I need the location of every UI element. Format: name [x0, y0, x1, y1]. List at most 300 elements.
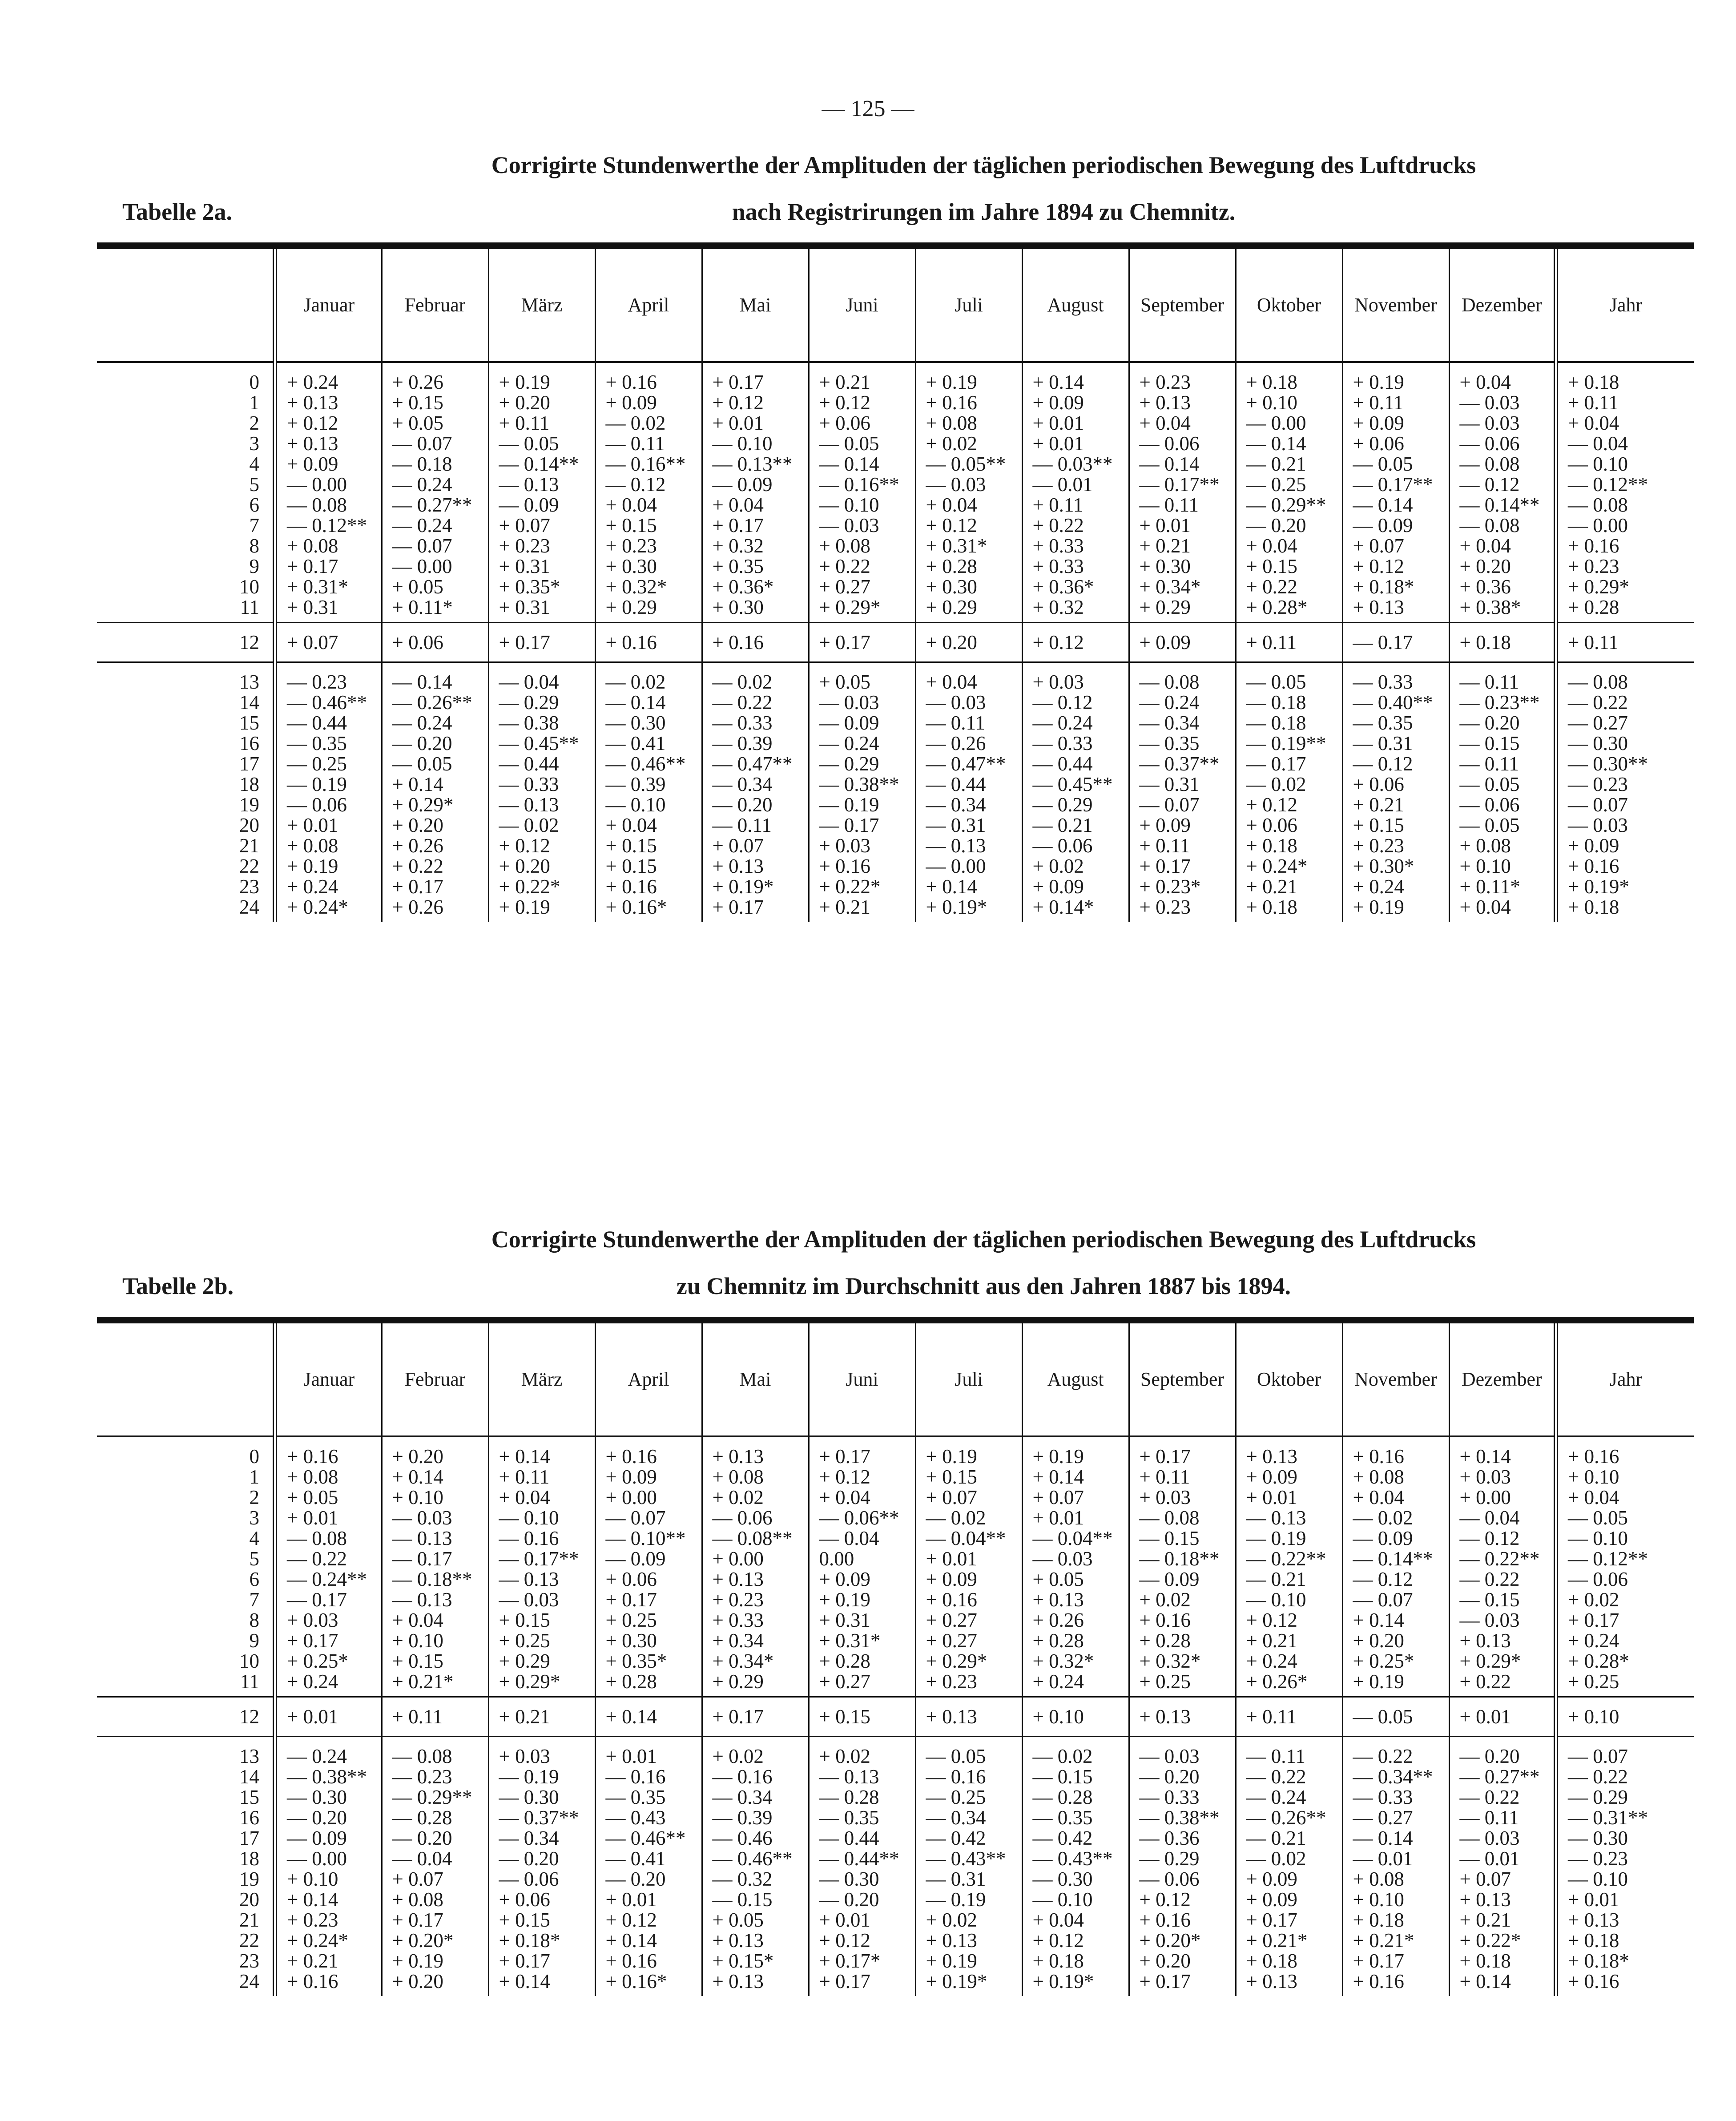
cell-value: + 0.08 — [1459, 835, 1511, 857]
cell-dezember: + 0.01 — [1449, 1697, 1556, 1737]
cell-value: + 0.27 — [819, 576, 870, 598]
cell-juli: + 0.20 — [915, 623, 1022, 662]
cell-value: + 0.29* — [926, 1650, 987, 1672]
cell-value: 9 — [249, 1629, 259, 1652]
cell-value: — 0.20 — [1459, 1745, 1520, 1767]
cell-value: — 0.01 — [1353, 1847, 1413, 1870]
cell-value: + 0.19 — [1353, 896, 1404, 918]
cell-value: — 0.06 — [712, 1507, 773, 1529]
cell-value: + 0.29 — [926, 596, 977, 618]
cell-value: — 0.25 — [1246, 473, 1306, 496]
cell-value: — 0.03 — [926, 691, 986, 714]
cell-value: + 0.14 — [1353, 1609, 1404, 1631]
cell-value: + 0.03 — [1032, 671, 1084, 693]
cell-value: + 0.19 — [926, 1950, 977, 1972]
cell-value: 2 — [249, 1486, 259, 1508]
cell-value: + 0.14 — [926, 875, 977, 898]
cell-juni — [809, 362, 915, 623]
cell-value: — 0.33 — [712, 712, 773, 734]
cell-value: + 0.12 — [819, 1466, 870, 1488]
cell-value: — 0.24 — [819, 732, 879, 754]
cell-value: + 0.04 — [605, 814, 657, 836]
cell-value: — 0.11 — [1459, 753, 1519, 775]
cell-value: + 0.23 — [605, 535, 657, 557]
cell-value: — 0.14** — [1353, 1548, 1433, 1570]
cell-value: + 0.30 — [605, 1629, 657, 1652]
cell-value: — 0.20 — [605, 1868, 666, 1890]
cell-value: + 0.22 — [392, 855, 443, 877]
table-2a-hours-13-24 — [97, 662, 1694, 922]
cell-juli — [915, 362, 1022, 623]
cell-value: + 0.15 — [499, 1609, 550, 1631]
cell-value: + 0.28 — [1568, 596, 1619, 618]
cell-value: + 0.29* — [499, 1670, 560, 1693]
table-2a-header-row — [97, 249, 1694, 362]
cell-value: — 0.24 — [1032, 712, 1093, 734]
cell-value: — 0.20 — [1139, 1766, 1200, 1788]
cell-value: — 0.38** — [1139, 1806, 1220, 1829]
cell-value: + 0.17 — [287, 555, 338, 577]
cell-value: 24 — [239, 1970, 259, 1992]
cell-value: + 0.07 — [926, 1486, 977, 1508]
cell-value: + 0.16 — [605, 1445, 657, 1468]
cell-value: — 0.05 — [1459, 814, 1520, 836]
col-header-juni: Juni — [809, 1323, 915, 1436]
cell-value: — 0.02 — [605, 671, 666, 693]
cell-april — [595, 1436, 702, 1697]
cell-value: + 0.31 — [287, 596, 338, 618]
cell-value: — 0.12 — [1459, 473, 1520, 496]
cell-value: — 0.03 — [1459, 1827, 1520, 1849]
cell-value: — 0.16 — [605, 1766, 666, 1788]
cell-value: + 0.04 — [1459, 896, 1511, 918]
cell-value: 24 — [239, 896, 259, 918]
cell-value: + 0.14 — [287, 1888, 338, 1911]
cell-value: — 0.22 — [1568, 1766, 1628, 1788]
cell-januar — [275, 662, 382, 922]
cell-value: + 0.06 — [499, 1888, 550, 1911]
cell-value: — 0.19** — [1246, 732, 1326, 754]
cell-value: + 0.04 — [819, 1486, 870, 1508]
col-header-august: August — [1022, 1323, 1129, 1436]
cell-value: + 0.18 — [1246, 835, 1297, 857]
cell-value: + 0.19 — [819, 1589, 870, 1611]
cell-value: — 0.43** — [926, 1847, 1006, 1870]
cell-value: — 0.14** — [1459, 494, 1540, 516]
cell-value: — 0.46** — [605, 753, 686, 775]
cell-value: — 0.25 — [926, 1786, 986, 1808]
cell-value: + 0.15 — [605, 514, 657, 536]
cell-value: + 0.25 — [1139, 1670, 1191, 1693]
cell-value: + 0.01 — [1246, 1486, 1297, 1508]
cell-value: + 0.18 — [1568, 1929, 1619, 1952]
cell-value: — 0.03** — [1032, 453, 1113, 475]
cell-value: + 0.24* — [287, 1929, 348, 1952]
cell-value: + 0.01 — [1139, 514, 1191, 536]
cell-value: 16 — [239, 732, 259, 754]
cell-januar: + 0.01 — [275, 1697, 382, 1737]
cell-value: + 0.19* — [1032, 1970, 1094, 1992]
cell-value: — 0.03 — [1568, 814, 1628, 836]
cell-value: + 0.16 — [287, 1445, 338, 1468]
cell-value: + 0.10 — [1353, 1888, 1404, 1911]
cell-value: + 0.28 — [1139, 1629, 1191, 1652]
cell-value: + 0.22 — [819, 555, 870, 577]
cell-value: + 0.11* — [1459, 875, 1520, 898]
cell-value: + 0.04 — [1246, 535, 1297, 557]
table-2a-hour-12 — [97, 623, 1694, 662]
cell-value: + 0.08 — [392, 1888, 443, 1911]
cell-value: — 0.39 — [605, 773, 666, 795]
cell-value: + 0.20 — [1353, 1629, 1404, 1652]
cell-juli: + 0.13 — [915, 1697, 1022, 1737]
cell-value: + 0.25* — [287, 1650, 348, 1672]
cell-value: + 0.02 — [926, 432, 977, 455]
cell-value: 0.00 — [819, 1548, 854, 1570]
cell-value: + 0.14 — [1032, 371, 1084, 393]
cell-november — [1342, 662, 1449, 922]
cell-value: — 0.18** — [392, 1568, 472, 1590]
cell-april — [595, 662, 702, 922]
cell-mai: + 0.16 — [702, 623, 809, 662]
cell-value: — 0.11 — [1459, 1806, 1519, 1829]
cell-value: + 0.11 — [1568, 391, 1619, 414]
cell-value: — 0.08** — [712, 1527, 793, 1549]
cell-value: — 0.05 — [392, 753, 452, 775]
cell-value: — 0.04** — [926, 1527, 1006, 1549]
cell-value: + 0.04 — [499, 1486, 550, 1508]
cell-value: — 0.17 — [819, 814, 879, 836]
cell-value: + 0.02 — [926, 1909, 977, 1931]
cell-value: — 0.20 — [392, 732, 452, 754]
cell-value: + 0.18 — [1568, 371, 1619, 393]
cell-value: + 0.07 — [392, 1868, 443, 1890]
cell-november — [1342, 1737, 1449, 1996]
cell-maerz — [488, 662, 595, 922]
cell-value: — 0.05 — [1459, 773, 1520, 795]
cell-value: — 0.44 — [1032, 753, 1093, 775]
cell-maerz: + 0.21 — [488, 1697, 595, 1737]
cell-januar — [275, 1436, 382, 1697]
cell-value: 5 — [249, 473, 259, 496]
table-2b-hours-0-11 — [97, 1436, 1694, 1697]
cell-value: — 0.12** — [1568, 473, 1648, 496]
cell-value: + 0.03 — [1139, 1486, 1191, 1508]
cell-value: + 0.29 — [499, 1650, 550, 1672]
cell-value: + 0.07 — [1459, 1868, 1511, 1890]
cell-value: — 0.10 — [819, 494, 879, 516]
col-header-jahr: Jahr — [1556, 249, 1694, 362]
cell-value: + 0.09 — [1032, 391, 1084, 414]
cell-value: + 0.00 — [1459, 1486, 1511, 1508]
cell-value: — 0.08 — [1568, 671, 1628, 693]
cell-value: + 0.06 — [605, 1568, 657, 1590]
cell-value: + 0.21* — [392, 1670, 454, 1693]
cell-value: — 0.03 — [819, 691, 879, 714]
cell-value: — 0.27 — [1568, 712, 1628, 734]
cell-value: + 0.03 — [1459, 1466, 1511, 1488]
cell-value: + 0.21 — [819, 371, 870, 393]
cell-value: — 0.12 — [1353, 753, 1413, 775]
col-header-dezember: Dezember — [1449, 249, 1556, 362]
cell-value: + 0.06 — [1353, 432, 1404, 455]
cell-value: + 0.31* — [819, 1629, 881, 1652]
cell-value: + 0.15 — [392, 391, 443, 414]
cell-januar — [275, 362, 382, 623]
cell-value: 18 — [239, 773, 259, 795]
cell-value: + 0.17 — [287, 1629, 338, 1652]
cell-value: + 0.35 — [712, 555, 764, 577]
cell-value: — 0.44 — [926, 773, 986, 795]
cell-value: + 0.36* — [712, 576, 774, 598]
cell-value: — 0.03 — [926, 473, 986, 496]
cell-value: + 0.24 — [287, 371, 338, 393]
cell-value: + 0.26 — [392, 896, 443, 918]
cell-value: — 0.30 — [1568, 1827, 1628, 1849]
cell-oktober — [1236, 362, 1342, 623]
cell-value: + 0.15 — [1353, 814, 1404, 836]
col-header-mai: Mai — [702, 1323, 809, 1436]
cell-value: + 0.14 — [1032, 1466, 1084, 1488]
cell-value: — 0.33 — [499, 773, 559, 795]
cell-value: — 0.05 — [1353, 453, 1413, 475]
hour-labels — [97, 1737, 275, 1996]
cell-november — [1342, 362, 1449, 623]
cell-value: — 0.10 — [1568, 1868, 1628, 1890]
cell-juni — [809, 662, 915, 922]
cell-value: — 0.07 — [1139, 794, 1200, 816]
cell-value: + 0.15 — [605, 855, 657, 877]
cell-value: — 0.32 — [712, 1868, 773, 1890]
cell-value: — 0.13 — [819, 1766, 879, 1788]
cell-value: 2 — [249, 412, 259, 434]
cell-value: + 0.04 — [1568, 412, 1619, 434]
cell-dezember — [1449, 1436, 1556, 1697]
cell-value: + 0.05 — [1032, 1568, 1084, 1590]
cell-value: + 0.18 — [1353, 1909, 1404, 1931]
col-header-september: September — [1129, 1323, 1236, 1436]
cell-august — [1022, 362, 1129, 623]
cell-value: — 0.14 — [1139, 453, 1200, 475]
cell-value: 15 — [239, 712, 259, 734]
cell-value: + 0.16 — [926, 391, 977, 414]
cell-april: + 0.16 — [595, 623, 702, 662]
cell-value: + 0.07 — [499, 514, 550, 536]
cell-value: + 0.23 — [926, 1670, 977, 1693]
cell-value: — 0.14 — [605, 691, 666, 714]
cell-value: — 0.09 — [819, 712, 879, 734]
cell-value: + 0.04 — [605, 494, 657, 516]
cell-value: + 0.17 — [499, 1950, 550, 1972]
cell-value: + 0.14 — [1459, 1445, 1511, 1468]
cell-value: — 0.26 — [926, 732, 986, 754]
cell-value: 11 — [240, 1670, 259, 1693]
cell-value: + 0.04 — [926, 671, 977, 693]
cell-september: + 0.13 — [1129, 1697, 1236, 1737]
cell-value: — 0.19 — [1246, 1527, 1306, 1549]
cell-value: + 0.01 — [287, 1507, 338, 1529]
cell-value: + 0.24 — [287, 1670, 338, 1693]
cell-value: — 0.06 — [1459, 432, 1520, 455]
cell-value: — 0.10 — [605, 794, 666, 816]
cell-februar — [382, 362, 488, 623]
cell-value: 22 — [239, 1929, 259, 1952]
cell-dezember: + 0.18 — [1449, 623, 1556, 662]
cell-value: — 0.27** — [392, 494, 472, 516]
cell-value: — 0.29 — [819, 753, 879, 775]
cell-value: + 0.10 — [392, 1629, 443, 1652]
cell-september — [1129, 1436, 1236, 1697]
table-2a-title-line-1: Corrigirte Stundenwerthe der Amplituden der täglichen periodischen Bewegung des Luftdrucks — [491, 152, 1476, 178]
cell-maerz — [488, 1737, 595, 1996]
cell-value: — 0.07 — [392, 535, 452, 557]
cell-value: + 0.07 — [1353, 535, 1404, 557]
cell-value: + 0.27 — [926, 1629, 977, 1652]
cell-april — [595, 362, 702, 623]
cell-mai — [702, 1436, 809, 1697]
cell-februar: + 0.11 — [382, 1697, 488, 1737]
cell-value: — 0.04 — [1568, 432, 1628, 455]
cell-value: + 0.17 — [605, 1589, 657, 1611]
cell-value: — 0.13 — [499, 1568, 559, 1590]
cell-value: — 0.44 — [499, 753, 559, 775]
cell-value: — 0.13** — [712, 453, 793, 475]
cell-februar: + 0.06 — [382, 623, 488, 662]
cell-value: — 0.34 — [712, 1786, 773, 1808]
cell-value: — 0.31 — [926, 814, 986, 836]
cell-value: — 0.30 — [287, 1786, 347, 1808]
cell-value: — 0.38 — [499, 712, 559, 734]
cell-dezember — [1449, 362, 1556, 623]
cell-value: 0 — [249, 1445, 259, 1468]
cell-value: + 0.25 — [499, 1629, 550, 1652]
cell-value: — 0.08 — [1459, 514, 1520, 536]
cell-value: + 0.01 — [926, 1548, 977, 1570]
cell-value: + 0.14 — [392, 773, 443, 795]
cell-value: + 0.00 — [605, 1486, 657, 1508]
hour-label-12: 12 — [97, 623, 275, 662]
cell-value: + 0.26* — [1246, 1670, 1308, 1693]
cell-value: — 0.10 — [1246, 1589, 1306, 1611]
cell-value: + 0.09 — [1246, 1466, 1297, 1488]
cell-value: — 0.30 — [1568, 732, 1628, 754]
cell-value: — 0.05 — [926, 1745, 986, 1767]
cell-value: + 0.16* — [605, 896, 667, 918]
cell-value: + 0.08 — [287, 535, 338, 557]
cell-value: — 0.26** — [392, 691, 472, 714]
cell-value: — 0.41 — [605, 732, 666, 754]
cell-value: + 0.22* — [819, 875, 881, 898]
page-number: — 125 — — [822, 96, 914, 121]
cell-value: — 0.18 — [1246, 691, 1306, 714]
cell-value: — 0.23 — [1568, 1847, 1628, 1870]
cell-value: + 0.20 — [392, 814, 443, 836]
col-header-maerz: März — [488, 1323, 595, 1436]
cell-value: — 0.29 — [1032, 794, 1093, 816]
cell-value: 20 — [239, 1888, 259, 1911]
cell-value: + 0.13 — [1246, 1445, 1297, 1468]
cell-value: + 0.04 — [1568, 1486, 1619, 1508]
cell-value: + 0.30* — [1353, 855, 1414, 877]
cell-value: + 0.24* — [1246, 855, 1308, 877]
cell-value: + 0.20 — [1139, 1950, 1191, 1972]
cell-value: 5 — [249, 1548, 259, 1570]
cell-value: + 0.32 — [712, 535, 764, 557]
cell-value: — 0.22** — [1246, 1548, 1326, 1570]
cell-value: — 0.15 — [1459, 1589, 1520, 1611]
cell-maerz — [488, 1436, 595, 1697]
cell-value: + 0.30 — [712, 596, 764, 618]
table-2b-header-row — [97, 1323, 1694, 1436]
cell-value: + 0.19* — [926, 1970, 987, 1992]
cell-value: + 0.29* — [392, 794, 454, 816]
cell-juni — [809, 1436, 915, 1697]
cell-value: — 0.02 — [499, 814, 559, 836]
cell-value: — 0.34 — [499, 1827, 559, 1849]
cell-value: — 0.09 — [1139, 1568, 1200, 1590]
cell-value: — 0.35 — [819, 1806, 879, 1829]
cell-value: — 0.07 — [1568, 1745, 1628, 1767]
cell-value: + 0.18 — [1246, 896, 1297, 918]
cell-value: — 0.31 — [1353, 732, 1413, 754]
cell-value: + 0.08 — [287, 835, 338, 857]
cell-value: — 0.10 — [499, 1507, 559, 1529]
cell-value: — 0.30 — [499, 1786, 559, 1808]
cell-value: — 0.34 — [926, 1806, 986, 1829]
cell-value: — 0.39 — [712, 1806, 773, 1829]
cell-value: + 0.16 — [1568, 1445, 1619, 1468]
cell-value: + 0.19* — [926, 896, 987, 918]
cell-value: — 0.43** — [1032, 1847, 1113, 1870]
cell-value: + 0.17 — [1139, 1445, 1191, 1468]
cell-value: + 0.18* — [1353, 576, 1414, 598]
cell-value: + 0.17 — [1139, 855, 1191, 877]
cell-value: — 0.00 — [1568, 514, 1628, 536]
cell-value: 7 — [249, 1589, 259, 1611]
cell-value: + 0.18 — [1246, 371, 1297, 393]
cell-value: + 0.17 — [712, 514, 764, 536]
cell-value: 23 — [239, 875, 259, 898]
cell-value: + 0.30 — [926, 576, 977, 598]
cell-value: + 0.19 — [287, 855, 338, 877]
cell-oktober: + 0.11 — [1236, 1697, 1342, 1737]
cell-value: + 0.10 — [392, 1486, 443, 1508]
cell-value: — 0.41 — [605, 1847, 666, 1870]
cell-value: + 0.17 — [392, 875, 443, 898]
col-header-juli: Juli — [915, 1323, 1022, 1436]
cell-april — [595, 1737, 702, 1996]
cell-value: + 0.29* — [819, 596, 881, 618]
cell-value: + 0.02 — [1139, 1589, 1191, 1611]
header-hour-label — [97, 1323, 275, 1436]
cell-value: + 0.13 — [1353, 596, 1404, 618]
cell-value: — 0.14 — [392, 671, 452, 693]
cell-april: + 0.14 — [595, 1697, 702, 1737]
cell-value: + 0.27 — [926, 1609, 977, 1631]
cell-value: — 0.19 — [926, 1888, 986, 1911]
cell-value: — 0.35 — [1139, 732, 1200, 754]
cell-value: + 0.08 — [819, 535, 870, 557]
cell-value: + 0.13 — [287, 432, 338, 455]
cell-value: — 0.08 — [392, 1745, 452, 1767]
cell-value: + 0.13 — [1459, 1888, 1511, 1911]
cell-value: — 0.47** — [712, 753, 793, 775]
cell-value: + 0.13 — [926, 1929, 977, 1952]
cell-value: — 0.09 — [499, 494, 559, 516]
cell-value: — 0.02 — [605, 412, 666, 434]
cell-value: + 0.07 — [712, 835, 764, 857]
cell-value: — 0.05 — [819, 432, 879, 455]
